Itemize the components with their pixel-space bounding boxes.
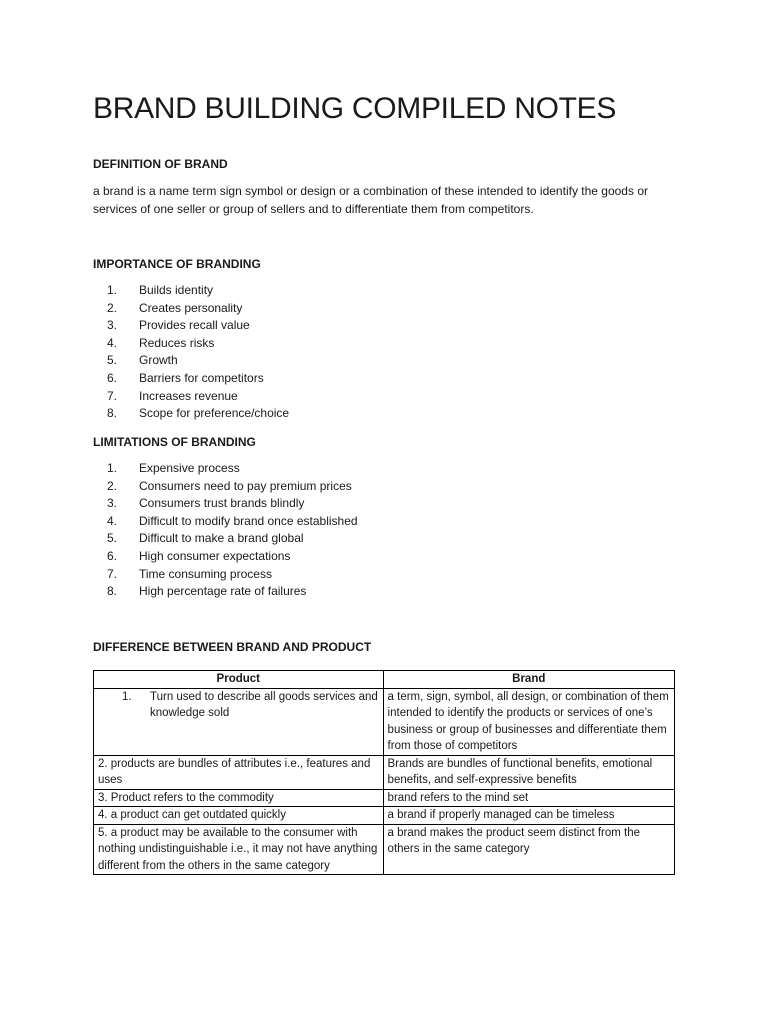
list-item: 2. Consumers need to pay premium prices <box>106 478 352 493</box>
list-item: 3. Provides recall value <box>106 318 250 333</box>
list-item: 1. Builds identity <box>106 283 214 297</box>
list-item: 7. Time consuming process <box>106 566 272 581</box>
table-row <box>94 807 675 825</box>
importance-heading: IMPORTANCE OF BRANDING <box>93 257 261 271</box>
definition-heading: DEFINITION OF BRAND <box>93 157 228 171</box>
table-row <box>94 755 675 789</box>
list-item: 3. Consumers trust brands blindly <box>106 496 305 511</box>
list-item: 5. Difficult to make a brand global <box>106 531 304 546</box>
list-item: 6. High consumer expectations <box>106 548 291 563</box>
list-item: 6. Barriers for competitors <box>106 370 264 385</box>
column-header-product: Product <box>94 671 384 689</box>
product-cell: 2. products are bundles of attributes i.e., features and uses <box>94 755 384 789</box>
list-item: 8. Scope for preference/choice <box>106 406 290 421</box>
list-item: 8. High percentage rate of failures <box>106 584 307 599</box>
product-text: Turn used to describe all goods services and knowledge sold <box>150 690 378 719</box>
product-cell: 4. a product can get outdated quickly <box>94 807 384 825</box>
list-item: 4. Difficult to modify brand once established <box>106 513 358 528</box>
brand-cell: brand refers to the mind set <box>383 789 674 807</box>
brand-cell: Brands are bundles of functional benefits, emotional benefits, and self-expressive benefits <box>383 755 674 789</box>
importance-list <box>93 282 289 423</box>
limitations-heading: LIMITATIONS OF BRANDING <box>93 435 256 449</box>
list-item: 2. Creates personality <box>106 300 243 315</box>
product-number: 1. <box>122 690 132 703</box>
table-header-row <box>94 671 675 689</box>
brand-cell: a term, sign, symbol, all design, or combination of them intended to identify the products or services of one’s business or group of businesses and differentiate them from those of competitors <box>383 688 674 755</box>
product-cell <box>94 688 384 755</box>
list-item: 7. Increases revenue <box>106 388 238 403</box>
list-item: 4. Reduces risks <box>106 335 215 350</box>
document-title: BRAND BUILDING COMPILED NOTES <box>93 92 617 125</box>
column-header-brand: Brand <box>383 671 674 689</box>
definition-text: a brand is a name term sign symbol or design or a combination of these intended to identify the goods or services of one seller or group of sellers and to differentiate them from competitors. <box>93 184 648 216</box>
list-item: 1. Expensive process <box>106 461 240 475</box>
brand-cell: a brand makes the product seem distinct from the others in the same category <box>383 824 674 875</box>
table-row <box>94 688 675 755</box>
table-row <box>94 789 675 807</box>
product-cell: 3. Product refers to the commodity <box>94 789 384 807</box>
limitations-list <box>93 460 358 601</box>
table-row <box>94 824 675 875</box>
brand-product-table <box>93 670 675 875</box>
list-item: 5. Growth <box>106 353 178 368</box>
difference-heading: DIFFERENCE BETWEEN BRAND AND PRODUCT <box>93 640 372 654</box>
product-cell: 5. a product may be available to the consumer with nothing undistinguishable i.e., it may not have anything different from the others in the same category <box>94 824 384 875</box>
brand-cell: a brand if properly managed can be timeless <box>383 807 674 825</box>
